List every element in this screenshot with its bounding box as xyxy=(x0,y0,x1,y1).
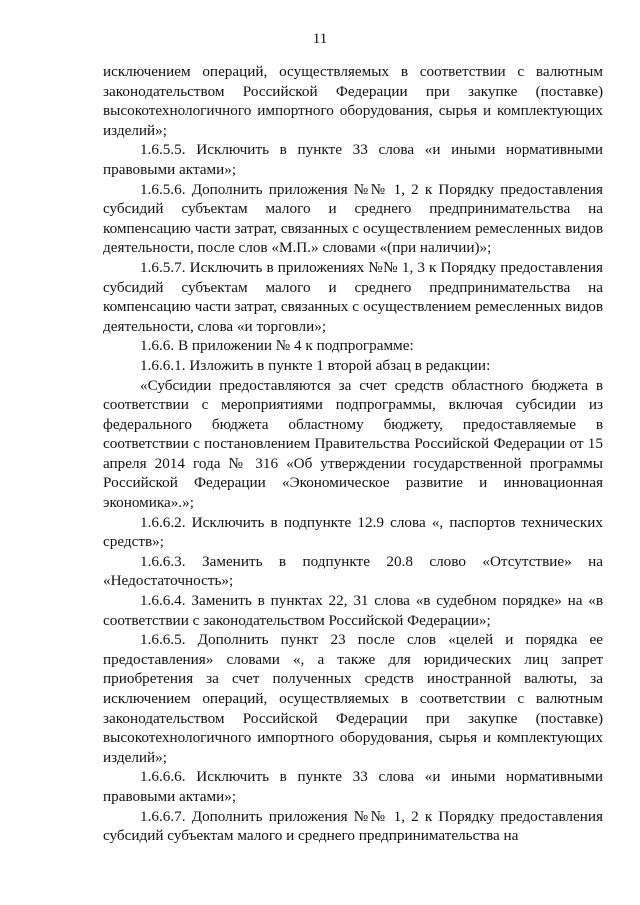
page-number: 11 xyxy=(312,31,328,47)
paragraph: 1.6.6.4. Заменить в пунктах 22, 31 слова «в судебном порядке» на «в соответствии с законодательством Российской Федерации»; xyxy=(103,592,603,629)
paragraph: 1.6.5.6. Дополнить приложения №№ 1, 2 к Порядку предоставления субсидий субъектам малого и среднего предпринимательства на компенсацию части затрат, связанных с осуществлением ремесленных видов деятельности, после слов «М.П.» словами «(при наличии)»; xyxy=(103,180,603,257)
paragraph: 1.6.6.1. Изложить в пункте 1 второй абзац в редакции: xyxy=(140,356,491,374)
paragraph: 1.6.5.5. Исключить в пункте 33 слова «и иными нормативными правовыми актами»; xyxy=(103,141,603,178)
paragraph: 1.6.6.5. Дополнить пункт 23 после слов «целей и порядка ее предоставления» словами «, а также для юридических лиц запрет приобретения за счет полученных средств иностранной валюты, за исключением операций, осуществляемых в соответствии с валютным законодательством Российской Федерации при закупке (поставке) высокотехнологичного импортного оборудования, сырья и комплектующих изделий»; xyxy=(103,631,603,766)
paragraph: 1.6.6. В приложении № 4 к подпрограмме: xyxy=(140,337,414,355)
paragraph: 1.6.5.7. Исключить в приложениях №№ 1, 3 к Порядку предоставления субсидий субъектам малого и среднего предпринимательства на компенсацию части затрат, связанных с осуществлением ремесленных видов деятельности, слова «и торговли»; xyxy=(103,258,603,335)
document-body xyxy=(103,62,603,846)
paragraph: 1.6.6.7. Дополнить приложения №№ 1, 2 к Порядку предоставления субсидий субъектам малого и среднего предпринимательства на xyxy=(103,807,603,845)
paragraph: 1.6.6.3. Заменить в подпункте 20.8 слово «Отсутствие» на «Недостаточность»; xyxy=(103,552,603,590)
paragraph: исключением операций, осуществляемых в соответствии с валютным законодательством Российской Федерации при закупке (поставке) высокотехнологичного импортного оборудования, сырья и комплектующих изделий»; xyxy=(103,63,603,139)
paragraph: «Субсидии предоставляются за счет средств областного бюджета в соответствии с мероприятиями подпрограммы, включая субсидии из федерального бюджета областному бюджету, предоставляемые в соответствии с постановлением Правительства Российской Федерации от 15 апреля 2014 года № 316 «Об утверждении государственной программы Российской Федерации «Экономическое развитие и инновационная экономика».»; xyxy=(103,376,603,512)
paragraph: 1.6.6.2. Исключить в подпункте 12.9 слова «, паспортов технических средств»; xyxy=(103,513,603,551)
paragraph: 1.6.6.6. Исключить в пункте 33 слова «и иными нормативными правовыми актами»; xyxy=(103,768,603,805)
